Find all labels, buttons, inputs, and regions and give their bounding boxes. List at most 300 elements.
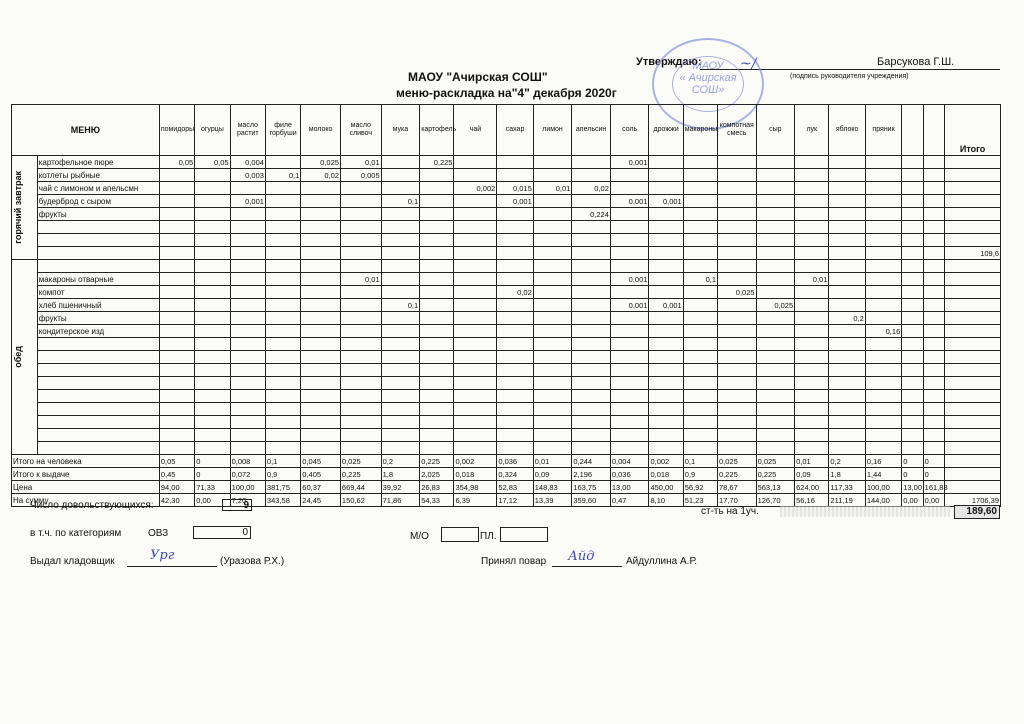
value-cell <box>649 442 683 455</box>
dish-cell <box>37 442 159 455</box>
value-cell <box>533 351 572 364</box>
value-cell <box>230 234 265 247</box>
value-cell <box>497 260 533 273</box>
value-cell <box>902 208 923 221</box>
summary-row <box>12 455 1001 468</box>
value-cell <box>301 299 341 312</box>
value-cell <box>902 156 923 169</box>
value-cell <box>865 338 901 351</box>
section-label <box>12 260 38 455</box>
col-header: сахар <box>497 105 533 156</box>
summary-cell: 117,33 <box>829 481 865 494</box>
value-cell <box>497 299 533 312</box>
value-cell <box>195 351 230 364</box>
value-cell <box>756 429 795 442</box>
dish-cell <box>37 403 159 416</box>
value-cell <box>829 260 865 273</box>
value-cell <box>572 429 611 442</box>
value-cell <box>683 390 717 403</box>
value-cell <box>265 273 300 286</box>
summary-cell: 0,018 <box>454 468 497 481</box>
summary-cell: 624,00 <box>795 481 829 494</box>
value-cell <box>795 377 829 390</box>
value-cell <box>718 169 757 182</box>
value-cell <box>230 260 265 273</box>
value-cell <box>649 273 683 286</box>
value-cell <box>340 390 381 403</box>
value-cell <box>159 195 194 208</box>
summary-cell: 0,036 <box>610 468 649 481</box>
dish-cell <box>37 429 159 442</box>
value-cell <box>902 273 923 286</box>
issued-label: Выдал кладовщик <box>30 556 115 567</box>
value-cell <box>340 247 381 260</box>
summary-row <box>12 468 1001 481</box>
cost-value: 189,60 <box>954 505 1000 519</box>
value-cell <box>381 169 420 182</box>
value-cell <box>301 351 341 364</box>
value-cell <box>420 260 454 273</box>
value-cell <box>718 182 757 195</box>
summary-cell: 0,008 <box>230 455 265 468</box>
stamp-line-2: « Ачирская <box>679 72 737 84</box>
value-cell <box>230 312 265 325</box>
cost-label: ст-ть на 1уч. <box>701 506 759 517</box>
value-cell <box>159 182 194 195</box>
col-header <box>902 105 923 156</box>
value-cell <box>533 208 572 221</box>
dish-cell <box>37 416 159 429</box>
value-cell: 0,025 <box>718 286 757 299</box>
value-cell <box>340 377 381 390</box>
value-cell: 0,015 <box>497 182 533 195</box>
value-cell <box>718 221 757 234</box>
summary-cell: 450,00 <box>649 481 683 494</box>
value-cell <box>195 273 230 286</box>
value-cell <box>195 221 230 234</box>
value-cell <box>340 299 381 312</box>
value-cell <box>902 182 923 195</box>
dish-cell: котлеты рыбные <box>37 169 159 182</box>
total-cell <box>945 312 1001 325</box>
value-cell <box>265 182 300 195</box>
value-cell <box>265 260 300 273</box>
value-cell <box>340 208 381 221</box>
value-cell <box>301 312 341 325</box>
summary-cell: 0 <box>195 468 230 481</box>
value-cell <box>865 195 901 208</box>
value-cell <box>923 182 944 195</box>
summary-cell: 211,19 <box>829 494 865 507</box>
summary-cell: 0,1 <box>265 455 300 468</box>
value-cell <box>865 299 901 312</box>
value-cell <box>497 442 533 455</box>
value-cell <box>533 260 572 273</box>
summary-label: Итого на человека <box>12 455 160 468</box>
value-cell <box>756 416 795 429</box>
value-cell <box>795 169 829 182</box>
value-cell <box>454 364 497 377</box>
summary-cell: 0,324 <box>497 468 533 481</box>
summary-cell: 0,225 <box>340 468 381 481</box>
count-label: Число довольствующихся: <box>30 500 154 511</box>
value-cell <box>340 312 381 325</box>
value-cell <box>301 416 341 429</box>
total-cell <box>945 429 1001 442</box>
value-cell <box>572 416 611 429</box>
summary-cell: 100,00 <box>230 481 265 494</box>
value-cell <box>533 338 572 351</box>
value-cell <box>923 234 944 247</box>
value-cell <box>497 338 533 351</box>
value-cell <box>795 442 829 455</box>
value-cell <box>829 156 865 169</box>
value-cell <box>420 247 454 260</box>
dish-cell: кондитерское изд <box>37 325 159 338</box>
value-cell <box>829 299 865 312</box>
value-cell <box>829 338 865 351</box>
value-cell <box>923 221 944 234</box>
menu-header: МЕНЮ <box>12 105 160 156</box>
value-cell <box>533 416 572 429</box>
summary-cell: 0,025 <box>718 455 757 468</box>
value-cell <box>718 195 757 208</box>
value-cell <box>497 377 533 390</box>
summary-cell: 0,01 <box>533 455 572 468</box>
summary-cell: 1,8 <box>829 468 865 481</box>
value-cell <box>497 247 533 260</box>
value-cell <box>865 403 901 416</box>
value-cell <box>865 429 901 442</box>
value-cell <box>756 312 795 325</box>
value-cell <box>340 286 381 299</box>
value-cell <box>683 299 717 312</box>
value-cell <box>923 429 944 442</box>
col-header: масло растит <box>230 105 265 156</box>
dish-cell: чай с лимоном и апельсмн <box>37 182 159 195</box>
value-cell <box>865 364 901 377</box>
value-cell <box>420 221 454 234</box>
value-cell <box>301 403 341 416</box>
value-cell <box>159 169 194 182</box>
col-header: мука <box>381 105 420 156</box>
value-cell <box>195 364 230 377</box>
value-cell <box>683 442 717 455</box>
value-cell: 0,225 <box>420 156 454 169</box>
table-row <box>12 156 1001 169</box>
value-cell <box>381 260 420 273</box>
total-cell <box>945 338 1001 351</box>
summary-cell: 17,12 <box>497 494 533 507</box>
value-cell <box>454 169 497 182</box>
value-cell <box>795 312 829 325</box>
value-cell <box>865 247 901 260</box>
summary-cell: 161,88 <box>924 482 948 492</box>
summary-cell: 0,025 <box>340 455 381 468</box>
value-cell <box>683 234 717 247</box>
value-cell <box>756 377 795 390</box>
table-row <box>12 312 1001 325</box>
value-cell <box>454 195 497 208</box>
value-cell <box>230 182 265 195</box>
value-cell <box>195 195 230 208</box>
value-cell <box>420 169 454 182</box>
value-cell <box>230 299 265 312</box>
value-cell <box>718 338 757 351</box>
value-cell <box>420 338 454 351</box>
value-cell <box>381 221 420 234</box>
summary-cell: 78,67 <box>718 481 757 494</box>
col-header: масло сливоч <box>340 105 381 156</box>
summary-cell: 56,16 <box>795 494 829 507</box>
ovz-label: ОВЗ <box>148 528 169 539</box>
summary-cell: 126,70 <box>756 494 795 507</box>
value-cell <box>902 325 923 338</box>
value-cell <box>265 208 300 221</box>
value-cell <box>230 247 265 260</box>
value-cell <box>159 234 194 247</box>
col-header: соль <box>610 105 649 156</box>
value-cell <box>649 377 683 390</box>
value-cell <box>533 325 572 338</box>
value-cell <box>340 325 381 338</box>
value-cell <box>902 312 923 325</box>
value-cell <box>829 169 865 182</box>
value-cell <box>572 325 611 338</box>
head-name: Барсукова Г.Ш. <box>877 56 955 68</box>
dish-cell <box>37 234 159 247</box>
value-cell: 0,025 <box>301 156 341 169</box>
value-cell: 0,05 <box>195 156 230 169</box>
value-cell <box>420 312 454 325</box>
summary-cell: 0,036 <box>497 455 533 468</box>
summary-cell: 94,00 <box>159 481 194 494</box>
summary-cell: 0,9 <box>265 468 300 481</box>
value-cell <box>572 351 611 364</box>
value-cell: 0,01 <box>340 156 381 169</box>
value-cell <box>683 364 717 377</box>
value-cell <box>756 273 795 286</box>
value-cell <box>230 221 265 234</box>
value-cell <box>683 195 717 208</box>
summary-cell: 0,09 <box>795 468 829 481</box>
value-cell <box>610 182 649 195</box>
value-cell <box>195 442 230 455</box>
value-cell <box>230 273 265 286</box>
value-cell <box>454 403 497 416</box>
value-cell: 0,003 <box>230 169 265 182</box>
total-cell <box>945 351 1001 364</box>
value-cell <box>610 429 649 442</box>
value-cell <box>829 351 865 364</box>
value-cell <box>795 208 829 221</box>
value-cell <box>454 221 497 234</box>
value-cell <box>230 364 265 377</box>
value-cell <box>497 351 533 364</box>
pl-value-box <box>500 527 548 542</box>
value-cell <box>829 325 865 338</box>
value-cell <box>497 169 533 182</box>
value-cell <box>683 169 717 182</box>
value-cell <box>265 312 300 325</box>
value-cell <box>649 312 683 325</box>
value-cell <box>649 156 683 169</box>
value-cell <box>649 208 683 221</box>
value-cell <box>195 234 230 247</box>
table-row <box>12 195 1001 208</box>
value-cell <box>610 442 649 455</box>
summary-cell: 0,00 <box>902 494 923 507</box>
value-cell <box>923 442 944 455</box>
col-header: сыр <box>756 105 795 156</box>
dish-cell <box>37 364 159 377</box>
table-row <box>12 403 1001 416</box>
value-cell <box>572 377 611 390</box>
value-cell <box>865 351 901 364</box>
value-cell <box>902 169 923 182</box>
value-cell <box>497 208 533 221</box>
value-cell <box>265 429 300 442</box>
value-cell <box>923 403 944 416</box>
summary-cell: 0 <box>902 468 923 481</box>
value-cell <box>265 286 300 299</box>
value-cell: 0,001 <box>497 195 533 208</box>
value-cell <box>265 325 300 338</box>
value-cell <box>454 247 497 260</box>
value-cell <box>718 351 757 364</box>
value-cell <box>497 416 533 429</box>
col-header: лимон <box>533 105 572 156</box>
value-cell <box>829 416 865 429</box>
value-cell <box>533 364 572 377</box>
value-cell <box>683 325 717 338</box>
table-row <box>12 429 1001 442</box>
value-cell <box>572 234 611 247</box>
value-cell <box>195 299 230 312</box>
value-cell <box>230 429 265 442</box>
value-cell: 0,005 <box>340 169 381 182</box>
summary-cell: 354,98 <box>454 481 497 494</box>
category-label: в т.ч. по категориям <box>30 528 122 539</box>
value-cell <box>683 221 717 234</box>
total-cell <box>945 299 1001 312</box>
value-cell <box>923 325 944 338</box>
value-cell <box>454 312 497 325</box>
summary-cell: 0,002 <box>649 455 683 468</box>
value-cell <box>265 377 300 390</box>
value-cell <box>795 182 829 195</box>
table-row <box>12 299 1001 312</box>
value-cell: 0,001 <box>649 299 683 312</box>
value-cell <box>420 390 454 403</box>
value-cell: 0,002 <box>454 182 497 195</box>
value-cell <box>265 351 300 364</box>
value-cell <box>829 390 865 403</box>
value-cell <box>533 299 572 312</box>
summary-cell: 0,072 <box>230 468 265 481</box>
value-cell <box>902 234 923 247</box>
pl-label: ПЛ. <box>480 531 497 542</box>
table-row <box>12 286 1001 299</box>
value-cell <box>610 403 649 416</box>
dish-cell: макароны отварные <box>37 273 159 286</box>
value-cell <box>195 208 230 221</box>
summary-cell: 24,45 <box>301 494 341 507</box>
value-cell <box>572 403 611 416</box>
value-cell <box>497 273 533 286</box>
dish-cell: картофельное пюре <box>37 156 159 169</box>
sign-note: (подпись руководителя учреждения) <box>790 73 909 80</box>
mo-label: М/О <box>410 531 429 542</box>
value-cell <box>610 247 649 260</box>
value-cell <box>454 286 497 299</box>
summary-cell: 13,00 <box>903 482 923 492</box>
value-cell <box>923 247 944 260</box>
summary-cell: 56,92 <box>683 481 717 494</box>
value-cell <box>865 169 901 182</box>
value-cell <box>265 416 300 429</box>
summary-cell: 0,045 <box>301 455 341 468</box>
value-cell <box>195 286 230 299</box>
value-cell <box>497 429 533 442</box>
cook-signature-icon: Айд <box>568 549 595 564</box>
value-cell <box>301 273 341 286</box>
value-cell <box>454 299 497 312</box>
summary-cell: 0,2 <box>381 455 420 468</box>
value-cell <box>230 325 265 338</box>
summary-row <box>12 481 1001 494</box>
value-cell <box>381 325 420 338</box>
value-cell <box>756 195 795 208</box>
total-cell <box>945 182 1001 195</box>
value-cell <box>230 416 265 429</box>
value-cell <box>381 390 420 403</box>
value-cell <box>301 286 341 299</box>
summary-cell: 0,01 <box>795 455 829 468</box>
value-cell <box>159 273 194 286</box>
value-cell <box>795 364 829 377</box>
value-cell <box>829 442 865 455</box>
table-row <box>12 208 1001 221</box>
summary-cell: 0,2 <box>829 455 865 468</box>
value-cell <box>923 156 944 169</box>
value-cell <box>923 299 944 312</box>
stamp-line-3: СОШ» <box>691 84 725 96</box>
summary-total <box>945 468 1001 481</box>
value-cell: 0,025 <box>756 299 795 312</box>
value-cell <box>195 338 230 351</box>
value-cell <box>683 429 717 442</box>
value-cell <box>865 273 901 286</box>
summary-total <box>945 481 1001 494</box>
value-cell <box>301 364 341 377</box>
value-cell <box>381 364 420 377</box>
value-cell <box>683 247 717 260</box>
value-cell <box>572 299 611 312</box>
value-cell <box>902 260 923 273</box>
value-cell <box>718 234 757 247</box>
summary-cell: 42,30 <box>159 494 194 507</box>
value-cell: 0,224 <box>572 208 611 221</box>
dish-cell: компот <box>37 286 159 299</box>
section-label <box>12 156 38 260</box>
value-cell <box>454 325 497 338</box>
summary-label: Итого к выдаче <box>12 468 160 481</box>
value-cell: 0,001 <box>649 195 683 208</box>
value-cell <box>533 390 572 403</box>
value-cell <box>865 234 901 247</box>
total-cell: 109,6 <box>945 247 1001 260</box>
